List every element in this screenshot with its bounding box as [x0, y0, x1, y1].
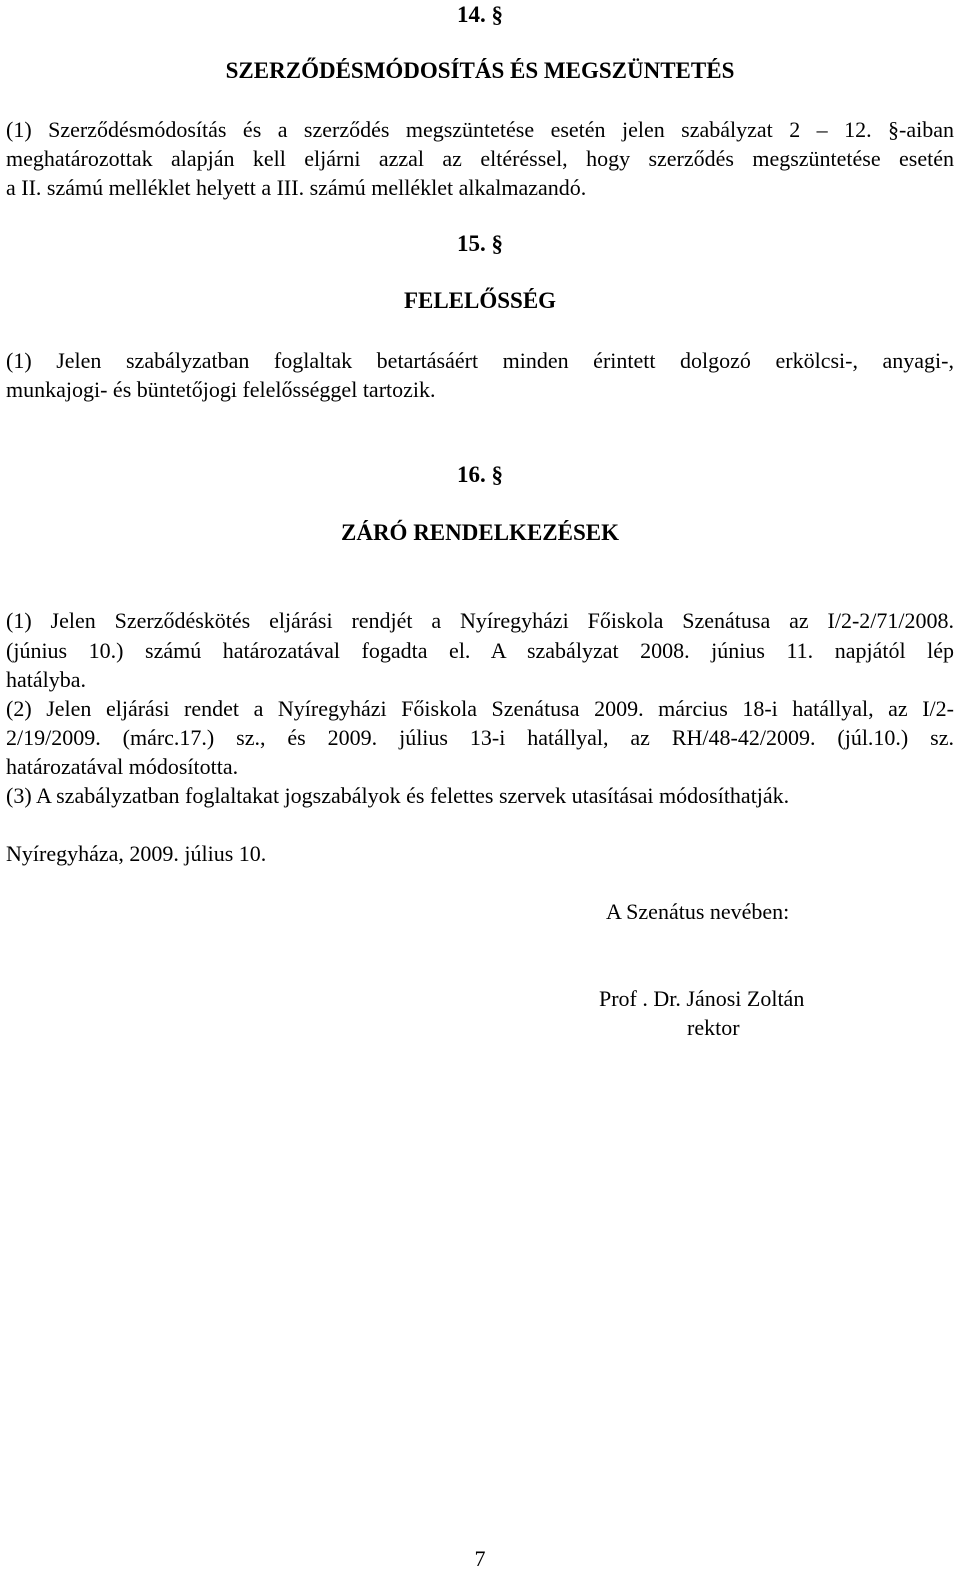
section-15-line-2: munkajogi- és büntetőjogi felelősséggel tartozik.	[6, 377, 436, 402]
section-16-line-1: (1) Jelen Szerződéskötés eljárási rendjét a Nyíregyházi Főiskola Szenátusa az I/2-2/71/2008.	[6, 608, 954, 633]
section-16-line-3: hatályba.	[6, 667, 87, 692]
section-16-line-5: 2/19/2009. (márc.17.) sz., és 2009. július 13-i hatállyal, az RH/48-42/2009. (júl.10.) sz.	[6, 725, 954, 750]
section-14-line-2: meghatározottak alapján kell eljárni azzal az eltéréssel, hogy szerződés megszüntetése esetén	[6, 146, 954, 171]
section-15-title: FELELŐSSÉG	[403, 288, 557, 313]
section-16-line-6: határozatával módosította.	[6, 754, 239, 779]
section-16-line-7: (3) A szabályzatban foglaltakat jogszabályok és felettes szervek utasításai módosíthatják.	[6, 783, 790, 808]
section-16-line-4: (2) Jelen eljárási rendet a Nyíregyházi Főiskola Szenátusa 2009. március 18-i hatállyal, az I/2-	[6, 696, 954, 721]
section-14-line-1: (1) Szerződésmódosítás és a szerződés megszüntetése esetén jelen szabályzat 2 – 12. §-aiban	[6, 117, 954, 142]
signature-name: Prof . Dr. Jánosi Zoltán	[599, 986, 805, 1011]
signature-on-behalf: A Szenátus nevében:	[606, 899, 790, 924]
section-14-number: 14. §	[457, 2, 503, 27]
place-date: Nyíregyháza, 2009. július 10.	[6, 841, 267, 866]
section-14-title: SZERZŐDÉSMÓDOSÍTÁS ÉS MEGSZÜNTETÉS	[225, 58, 735, 83]
signature-role: rektor	[687, 1015, 740, 1040]
section-16-number: 16. §	[457, 462, 503, 487]
section-15-number: 15. §	[457, 231, 503, 256]
section-14-line-3: a II. számú melléklet helyett a III. számú melléklet alkalmazandó.	[6, 175, 587, 200]
page-number: 7	[474, 1546, 486, 1571]
section-16-line-2: (június 10.) számú határozatával fogadta el. A szabályzat 2008. június 11. napjától lép	[6, 638, 954, 663]
section-15-line-1: (1) Jelen szabályzatban foglaltak betartásáért minden érintett dolgozó erkölcsi-, anyagi-,	[6, 348, 954, 373]
section-16-title: ZÁRÓ RENDELKEZÉSEK	[341, 520, 619, 545]
